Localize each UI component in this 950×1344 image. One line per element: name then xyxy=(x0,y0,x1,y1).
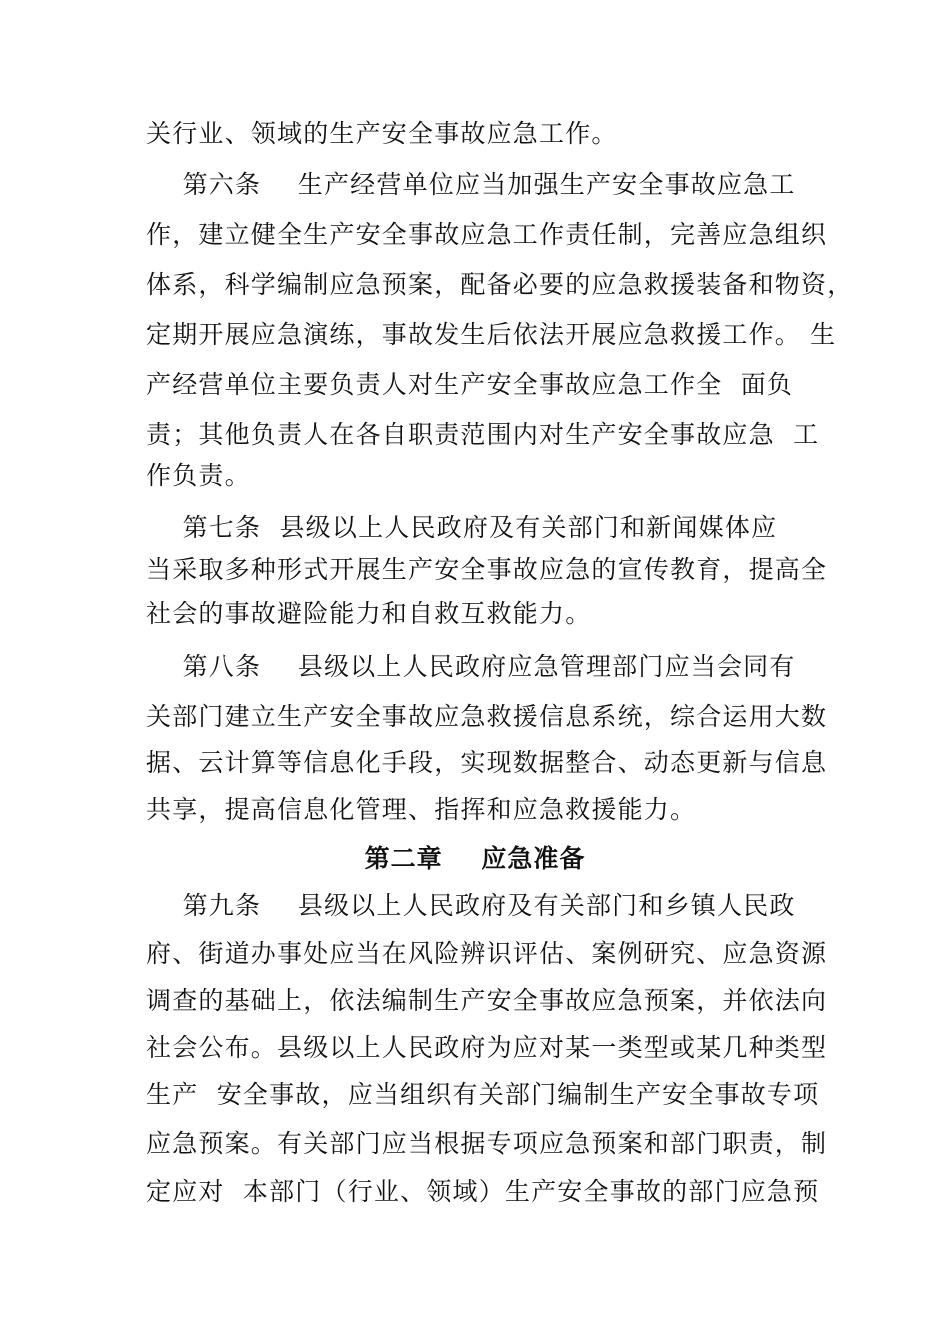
text-line: 作，建立健全生产安全事故应急工作责任制，完善应急组织 xyxy=(146,220,828,249)
text-line: 共享，提高信息化管理、指挥和应急救援能力。 xyxy=(146,795,697,824)
article-6-line: 第六条 生产经营单位应当加强生产安全事故应急工 xyxy=(146,170,796,199)
text-line: 生产 安全事故，应当组织有关部门编制生产安全事故专项 xyxy=(146,1080,820,1109)
article-9-line: 第九条 县级以上人民政府及有关部门和乡镇人民政 xyxy=(146,891,796,920)
text-line: 当采取多种形式开展生产安全事故应急的宣传教育，提高全 xyxy=(146,555,828,584)
article-8-line: 第八条 县级以上人民政府应急管理部门应当会同有 xyxy=(146,652,796,681)
chapter-heading: 第二章 应急准备 xyxy=(364,844,586,873)
text-line: 据、云计算等信息化手段，实现数据整合、动态更新与信息 xyxy=(146,748,828,777)
text-line: 应急预案。有关部门应当根据专项应急预案和部门职责，制 xyxy=(146,1129,828,1158)
text-line: 产经营单位主要负责人对生产安全事故应急工作全 面负 xyxy=(146,370,794,399)
text-line: 责；其他负责人在各自职责范围内对生产安全事故应急 工 xyxy=(146,420,820,449)
text-line: 作负责。 xyxy=(146,461,251,490)
text-line: 关行业、领域的生产安全事故应急工作。 xyxy=(146,119,618,148)
article-7-line: 第七条 县级以上人民政府及有关部门和新闻媒体应 xyxy=(146,513,778,542)
text-line: 体系，科学编制应急预案，配备必要的应急救援装备和物资， xyxy=(146,270,854,299)
text-line: 社会公布。县级以上人民政府为应对某一类型或某几种类型 xyxy=(146,1033,828,1062)
text-line: 府、街道办事处应当在风险辨识评估、案例研究、应急资源 xyxy=(146,939,828,968)
text-line: 定期开展应急演练，事故发生后依法开展应急救援工作。 生 xyxy=(146,320,837,349)
text-line: 定应对 本部门（行业、领域）生产安全事故的部门应急预 xyxy=(146,1177,820,1206)
text-line: 社会的事故避险能力和自救互救能力。 xyxy=(146,599,592,628)
text-line: 调查的基础上，依法编制生产安全事故应急预案，并依法向 xyxy=(146,986,828,1015)
text-line: 关部门建立生产安全事故应急救援信息系统，综合运用大数 xyxy=(146,702,828,731)
